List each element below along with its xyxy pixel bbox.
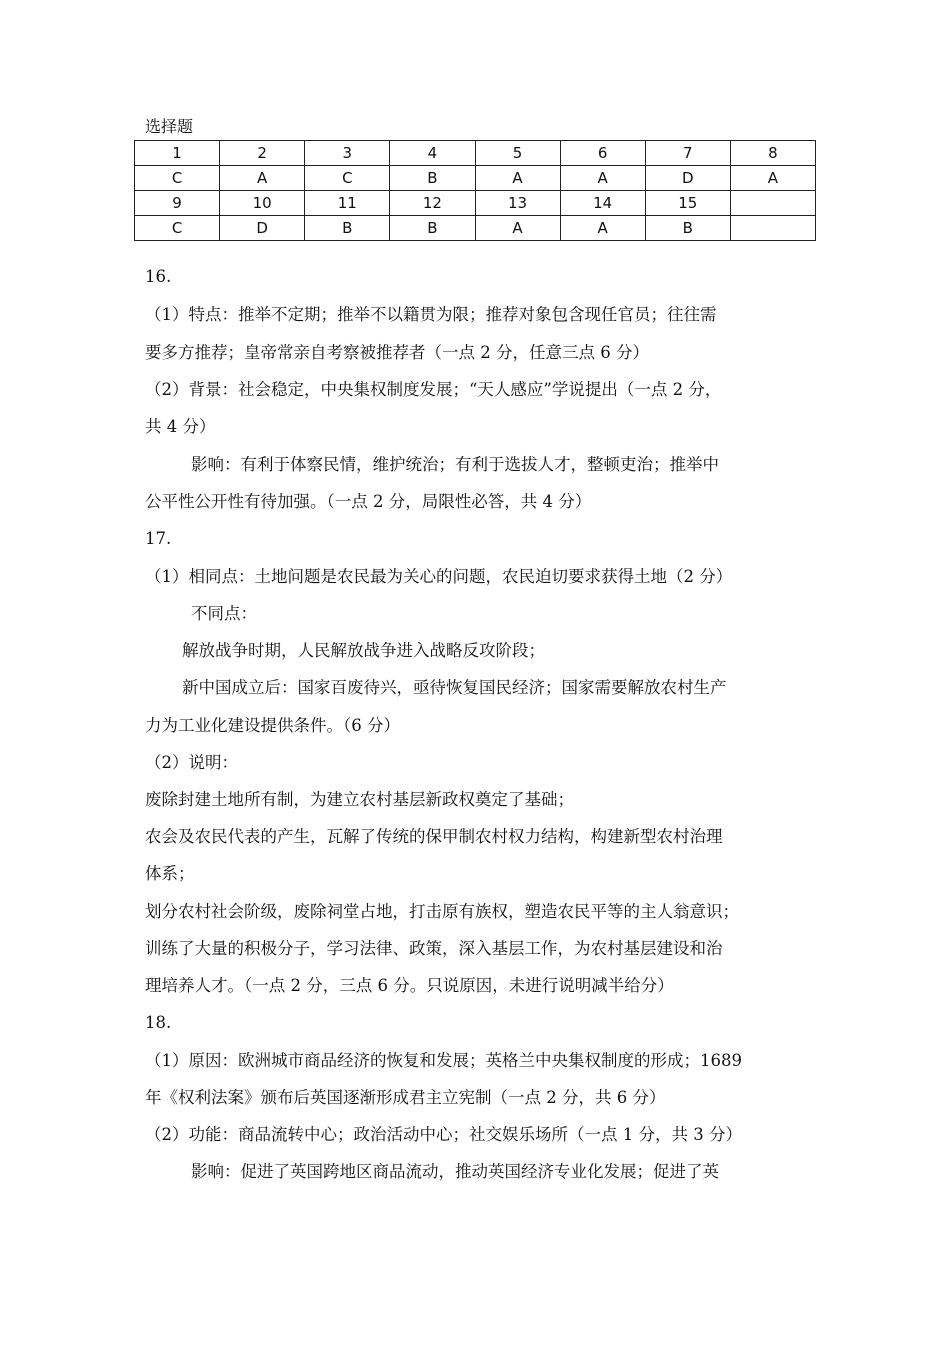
table-cell: 11 (305, 191, 390, 216)
section-label: 选择题 (145, 117, 194, 136)
table-cell: A (560, 216, 645, 241)
table-cell: B (305, 216, 390, 241)
text-line: （1）特点：推举不定期；推举不以籍贯为限；推荐对象包含现任官员；往往需 (145, 305, 717, 324)
text-line: （2）说明： (145, 753, 238, 772)
text-line: 共 4 分） (145, 417, 216, 436)
table-cell: C (305, 166, 390, 191)
text-line: （1）原因：欧洲城市商品经济的恢复和发展；英格兰中央集权制度的形成；1689 (145, 1051, 742, 1070)
text-line: （2）背景：社会稳定，中央集权制度发展；“天人感应”学说提出（一点 2 分， (145, 380, 722, 399)
table-cell: 10 (220, 191, 305, 216)
text-line: （1）相同点：土地问题是农民最为关心的问题，农民迫切要求获得土地（2 分） (145, 567, 733, 586)
text-line: 年《权利法案》颁布后英国逐渐形成君主立宪制（一点 2 分，共 6 分） (145, 1088, 666, 1107)
table-cell: D (645, 166, 730, 191)
table-cell: 14 (560, 191, 645, 216)
table-cell: 12 (390, 191, 475, 216)
table-cell: 15 (645, 191, 730, 216)
text-line: 影响：有利于体察民情，维护统治；有利于选拔人才，整顿吏治；推举中 (191, 455, 719, 474)
table-cell: 13 (475, 191, 560, 216)
text-line: 要多方推荐；皇帝常亲自考察被推荐者（一点 2 分，任意三点 6 分） (145, 343, 649, 362)
text-line: 影响：促进了英国跨地区商品流动，推动英国经济专业化发展；促进了英 (191, 1162, 719, 1181)
table-cell: A (220, 166, 305, 191)
table-cell: 6 (560, 141, 645, 166)
text-line: 废除封建土地所有制，为建立农村基层新政权奠定了基础； (145, 790, 574, 809)
text-line: 不同点： (191, 604, 257, 623)
table-cell: B (645, 216, 730, 241)
text-line: 理培养人才。（一点 2 分，三点 6 分。只说原因，未进行说明减半给分） (145, 976, 674, 995)
table-row (135, 141, 816, 166)
table-cell: B (390, 216, 475, 241)
table-row (135, 166, 816, 191)
text-line: 力为工业化建设提供条件。（6 分） (145, 716, 400, 735)
table-cell: C (135, 166, 220, 191)
text-line: （2）功能：商品流转中心；政治活动中心；社交娱乐场所（一点 1 分，共 3 分） (145, 1125, 742, 1144)
text-line: 解放战争时期，人民解放战争进入战略反攻阶段； (182, 641, 545, 660)
table-row (135, 216, 816, 241)
table-cell (730, 191, 815, 216)
text-line: 体系； (145, 864, 195, 883)
table-cell: A (475, 216, 560, 241)
table-cell: 7 (645, 141, 730, 166)
table-row (135, 191, 816, 216)
table-cell: 2 (220, 141, 305, 166)
text-line: 划分农村社会阶级，废除祠堂占地，打击原有族权，塑造农民平等的主人翁意识； (145, 902, 739, 921)
table-cell: A (560, 166, 645, 191)
table-cell: 9 (135, 191, 220, 216)
table-cell: 5 (475, 141, 560, 166)
text-line: 17. (145, 529, 172, 548)
table-cell: C (135, 216, 220, 241)
text-line: 新中国成立后：国家百废待兴，亟待恢复国民经济；国家需要解放农村生产 (182, 678, 727, 697)
text-line: 公平性公开性有待加强。（一点 2 分，局限性必答，共 4 分） (145, 492, 592, 511)
table-cell: A (730, 166, 815, 191)
table-cell: 8 (730, 141, 815, 166)
answer-table (134, 140, 816, 241)
table-cell: B (390, 166, 475, 191)
text-line: 农会及农民代表的产生，瓦解了传统的保甲制农村权力结构，构建新型农村治理 (145, 827, 723, 846)
table-cell: 1 (135, 141, 220, 166)
table-cell: D (220, 216, 305, 241)
table-cell (730, 216, 815, 241)
table-cell: A (475, 166, 560, 191)
table-cell: 3 (305, 141, 390, 166)
text-line: 16. (145, 267, 172, 286)
table-cell: 4 (390, 141, 475, 166)
text-line: 训练了大量的积极分子，学习法律、政策，深入基层工作，为农村基层建设和治 (145, 939, 723, 958)
text-line: 18. (145, 1013, 172, 1032)
